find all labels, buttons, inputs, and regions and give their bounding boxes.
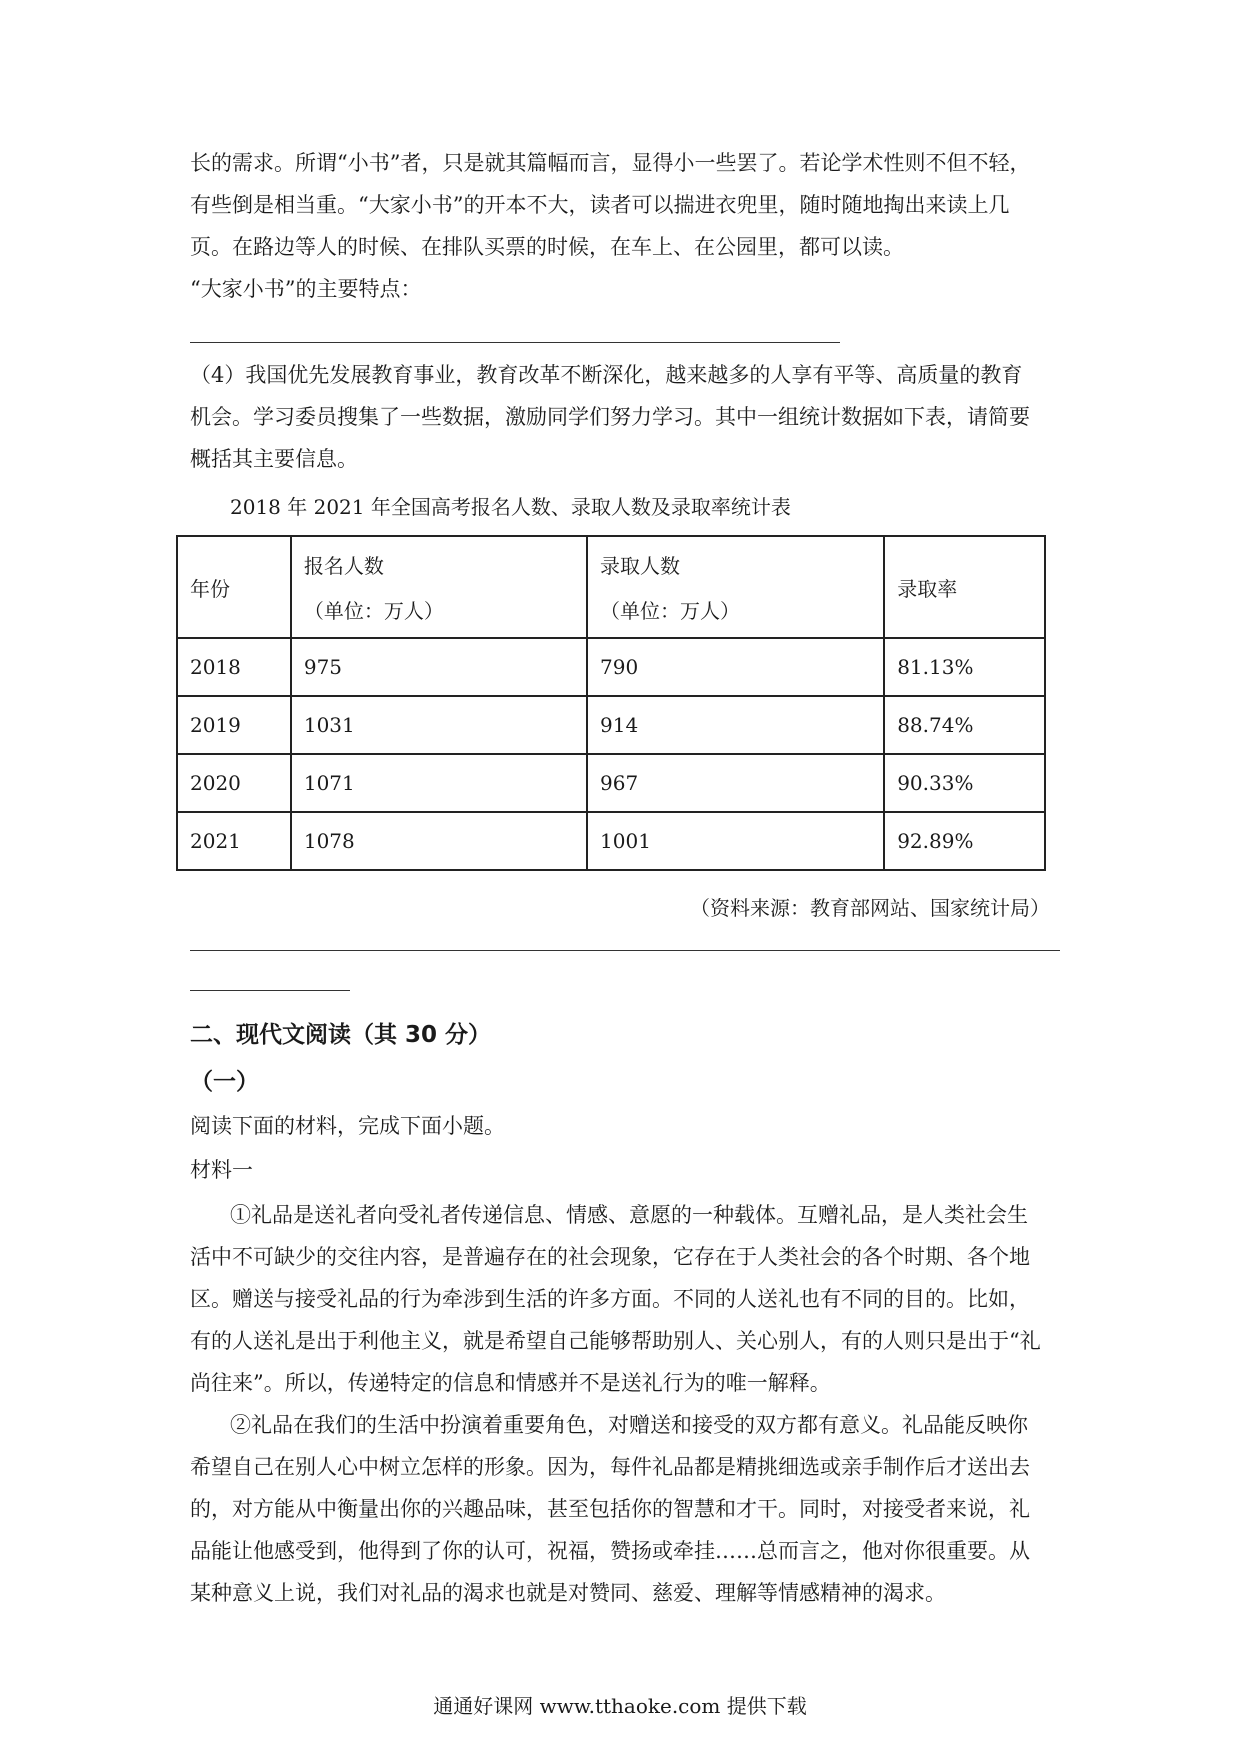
paragraph-line: ①礼品是送礼者向受礼者传递信息、情感、意愿的一种载体。互赠礼品，是人类社会生 (230, 1203, 1028, 1227)
q3-prompt: “大家小书”的主要特点： (190, 277, 422, 301)
section-part: （一） (190, 1069, 259, 1095)
cell-admitted: 790 (587, 638, 884, 696)
cell-year: 2018 (177, 638, 291, 696)
q4-line: （4）我国优先发展教育事业，教育改革不断深化，越来越多的人享有平等、高质量的教育 (190, 363, 1023, 387)
paragraph-line: 活中不可缺少的交往内容，是普遍存在的社会现象，它存在于人类社会的各个时期、各个地 (190, 1245, 1030, 1269)
table-source: （资料来源：教育部网站、国家统计局） (690, 896, 1050, 920)
paragraph-line: 尚往来”。所以，传递特定的信息和情感并不是送礼行为的唯一解释。 (190, 1371, 831, 1395)
paragraph-line: ②礼品在我们的生活中扮演着重要角色，对赠送和接受的双方都有意义。礼品能反映你 (230, 1413, 1028, 1437)
footnote-separator (190, 990, 350, 991)
cell-admitted: 967 (587, 754, 884, 812)
header-registered-label: 报名人数 (303, 554, 384, 578)
q4-line: 机会。学习委员搜集了一些数据，激励同学们努力学习。其中一组统计数据如下表，请简要 (190, 405, 1030, 429)
paragraph-line: 区。赠送与接受礼品的行为牵涉到生活的许多方面。不同的人送礼也有不同的目的。比如， (190, 1287, 1030, 1311)
header-rate: 录取率 (884, 536, 1045, 638)
paragraph-line: 希望自己在别人心中树立怎样的形象。因为，每件礼品都是精挑细选或亲手制作后才送出去 (190, 1455, 1030, 1479)
answer-line-q4[interactable] (190, 950, 1060, 951)
passage-line: 有些倒是相当重。“大家小书”的开本不大，读者可以揣进衣兜里，随时随地掏出来读上几 (190, 193, 1010, 217)
header-admitted (587, 536, 884, 638)
passage-line: 页。在路边等人的时候、在排队买票的时候，在车上、在公园里，都可以读。 (190, 235, 904, 259)
table-row (177, 812, 1045, 870)
paragraph-line: 某种意义上说，我们对礼品的渴求也就是对赞同、慈爱、理解等情感精神的渴求。 (190, 1581, 946, 1605)
cell-year: 2019 (177, 696, 291, 754)
instruction: 阅读下面的材料，完成下面小题。 (190, 1114, 505, 1138)
cell-year: 2021 (177, 812, 291, 870)
passage-line: 长的需求。所谓“小书”者，只是就其篇幅而言，显得小一些罢了。若论学术性则不但不轻， (190, 151, 1031, 175)
section-title: 二、现代文阅读（其 30 分） (190, 1022, 492, 1048)
cell-rate: 92.89% (884, 812, 1045, 870)
table-row (177, 638, 1045, 696)
table-caption: 2018 年 2021 年全国高考报名人数、录取人数及录取率统计表 (230, 495, 791, 519)
table-row (177, 754, 1045, 812)
table-row (177, 696, 1045, 754)
paragraph-line: 的，对方能从中衡量出你的兴趣品味，甚至包括你的智慧和才干。同时，对接受者来说，礼 (190, 1497, 1030, 1521)
cell-registered: 975 (291, 638, 587, 696)
cell-registered: 1078 (291, 812, 587, 870)
page-footer: 通通好课网 www.tthaoke.com 提供下载 (433, 1694, 807, 1718)
header-registered-unit: （单位：万人） (303, 599, 444, 623)
header-admitted-label: 录取人数 (600, 554, 681, 578)
cell-rate: 88.74% (884, 696, 1045, 754)
header-year: 年份 (177, 536, 291, 638)
cell-year: 2020 (177, 754, 291, 812)
statistics-table (176, 535, 1046, 871)
table-header-row (177, 536, 1045, 638)
answer-line-q3[interactable] (190, 342, 840, 343)
paragraph-line: 有的人送礼是出于利他主义，就是希望自己能够帮助别人、关心别人，有的人则只是出于“礼 (190, 1329, 1041, 1353)
cell-registered: 1071 (291, 754, 587, 812)
cell-admitted: 1001 (587, 812, 884, 870)
header-registered (291, 536, 587, 638)
cell-rate: 81.13% (884, 638, 1045, 696)
q4-line: 概括其主要信息。 (190, 447, 358, 471)
cell-registered: 1031 (291, 696, 587, 754)
cell-admitted: 914 (587, 696, 884, 754)
cell-rate: 90.33% (884, 754, 1045, 812)
paragraph-line: 品能让他感受到，他得到了你的认可，祝福，赞扬或牵挂……总而言之，他对你很重要。从 (190, 1539, 1030, 1563)
material-label: 材料一 (190, 1158, 253, 1182)
header-admitted-unit: （单位：万人） (600, 599, 741, 623)
